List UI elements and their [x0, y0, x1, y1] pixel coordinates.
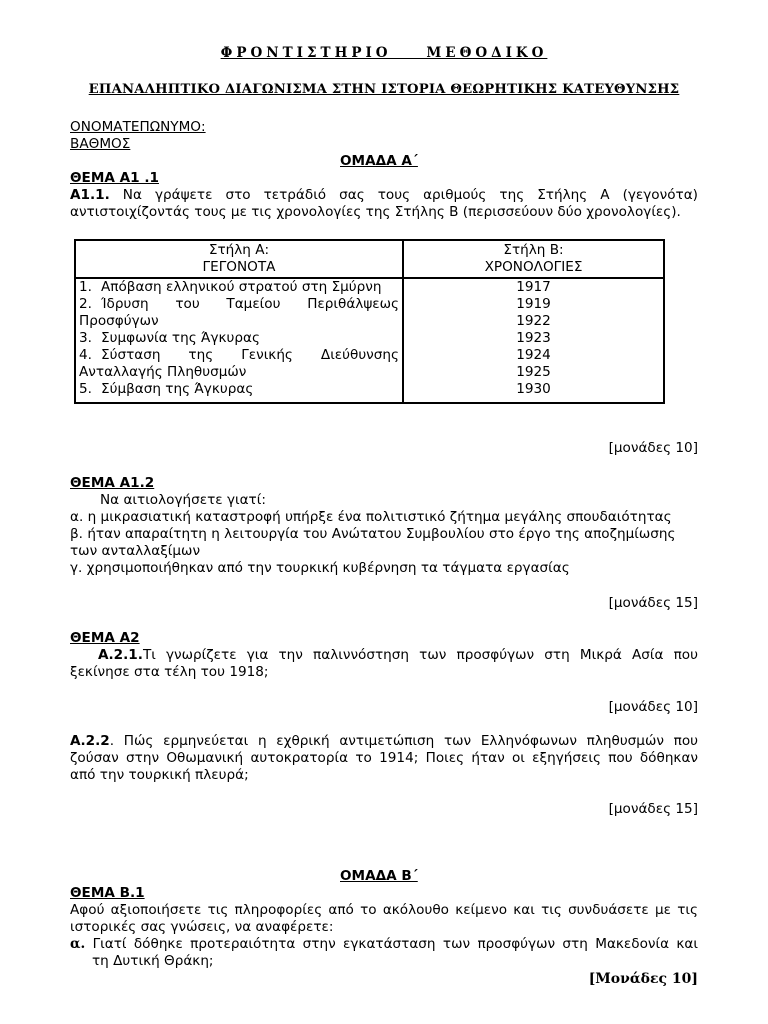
grade-label: ΒΑΘΜΟΣ: [70, 136, 131, 152]
year-item: 1923: [516, 330, 551, 346]
a12-item-b-line2: των ανταλλαξίμων: [70, 543, 201, 559]
a11-label: Α1.1.: [70, 187, 110, 203]
a22-text-line1: . Πώς ερμηνεύεται η εχθρική αντιμετώπιση των Ελληνόφωνων πληθυσμών που: [109, 733, 698, 749]
a12-item-b-line1: β. ήταν απαραίτητη η λειτουργία του Ανώτατου Συμβουλίου στο έργο της αποζημίωσης: [70, 526, 676, 542]
a22-label: Α.2.2: [70, 733, 110, 749]
a21-question-line2: ξεκίνησε στα τέλη του 1918;: [70, 664, 269, 680]
b1-points: [Μονάδες 10]: [588, 971, 698, 987]
b1-item-a-line2: τη Δυτική Θράκη;: [92, 953, 214, 969]
matching-table: [74, 239, 665, 404]
column-a-subtitle: ΓΕΓΟΝΟΤΑ: [202, 259, 276, 275]
a21-question-line1: [70, 647, 698, 664]
column-a-header: [75, 240, 403, 278]
event-item: 2. Ίδρυση του Ταμείου Περιθάλψεως Προσφύγων: [79, 296, 399, 329]
column-b-subtitle: ΧΡΟΝΟΛΟΓΙΕΣ: [484, 259, 583, 275]
section-a12-heading: ΘΕΜΑ Α1.2: [70, 475, 155, 491]
section-a2-heading: ΘΕΜΑ Α2: [70, 630, 140, 646]
group-b-title: ΟΜΑΔΑ Β΄: [340, 868, 418, 884]
b1-item-a-text-line1: Γιατί δόθηκε προτεραιότητα στην εγκατάσταση των προσφύγων στη Μακεδονία και: [85, 936, 698, 952]
exam-title: ΕΠΑΝΑΛΗΠΤΙΚΟ ΔΙΑΓΩΝΙΣΜΑ ΣΤΗΝ ΙΣΤΟΡΙΑ ΘΕΩΡΗΤΙΚΗΣ ΚΑΤΕΥΘΥΝΣΗΣ: [88, 82, 680, 97]
years-cell: [403, 278, 664, 403]
a11-question-line1: [70, 187, 698, 204]
event-item: 1. Απόβαση ελληνικού στρατού στη Σμύρνη: [79, 279, 382, 295]
table-header-row: [75, 240, 664, 278]
a12-points: [μονάδες 15]: [608, 595, 698, 611]
a12-item-c: γ. χρησιμοποιήθηκαν από την τουρκική κυβέρνηση τα τάγματα εργασίας: [70, 560, 570, 576]
group-a-title: ΟΜΑΔΑ Α΄: [340, 153, 418, 169]
year-item: 1922: [516, 313, 551, 329]
school-name: ΦΡΟΝΤΙΣΤΗΡΙΟ ΜΕΘΟΔΙΚΟ: [220, 45, 548, 61]
year-item: 1917: [516, 279, 551, 295]
a11-text-line1: Να γράψετε στο τετράδιό σας τους αριθμούς της Στήλης Α (γεγονότα): [109, 187, 698, 203]
year-item: 1919: [516, 296, 551, 312]
section-b1-heading: ΘΕΜΑ Β.1: [70, 885, 145, 901]
a21-points: [μονάδες 10]: [608, 699, 698, 715]
a21-text-line1: Τι γνωρίζετε για την παλιννόστηση των προσφύγων στη Μικρά Ασία που: [142, 647, 698, 663]
a12-item-a: α. η μικρασιατική καταστροφή υπήρξε ένα πολιτιστικό ζήτημα μεγάλης σπουδαιότητας: [70, 509, 672, 525]
year-item: 1930: [516, 381, 551, 397]
a22-question-line3: από την τουρκική πλευρά;: [70, 767, 249, 783]
a12-intro: Να αιτιολογήσετε γιατί:: [100, 492, 266, 508]
a11-points: [μονάδες 10]: [608, 440, 698, 456]
event-item: 4. Σύσταση της Γενικής Διεύθυνσης Ανταλλαγής Πληθυσμών: [79, 347, 399, 380]
b1-intro-line2: ιστορικές σας γνώσεις, να αναφέρετε:: [70, 919, 334, 935]
name-label: ΟΝΟΜΑΤΕΠΩΝΥΜΟ:: [70, 119, 206, 135]
column-b-header: [403, 240, 664, 278]
table-body-row: [75, 278, 664, 403]
column-b-title: Στήλη Β:: [503, 242, 564, 258]
column-a-title: Στήλη Α:: [208, 242, 270, 258]
a22-points: [μονάδες 15]: [608, 801, 698, 817]
section-a1-heading: ΘΕΜΑ Α1 .1: [70, 170, 159, 186]
year-item: 1925: [516, 364, 551, 380]
b1-item-a-label: α.: [70, 936, 86, 952]
a21-label: Α.2.1.: [98, 647, 143, 663]
event-item: 5. Σύμβαση της Άγκυρας: [79, 381, 254, 397]
year-item: 1924: [516, 347, 551, 363]
events-cell: [75, 278, 403, 403]
a22-question-line1: [70, 733, 698, 750]
b1-intro-line1: Αφού αξιοποιήσετε τις πληροφορίες από το ακόλουθο κείμενο και τις συνδυάσετε με τις: [70, 902, 698, 918]
a22-question-line2: ζούσαν στην Οθωμανική αυτοκρατορία το 1914; Ποιες ήταν οι εξηγήσεις που δόθηκαν: [70, 750, 698, 766]
a11-question-line2: αντιστοιχίζοντάς τους με τις χρονολογίες της Στήλης Β (περισσεύουν δύο χρονολογίες).: [70, 204, 681, 220]
b1-item-a-line1: [70, 936, 698, 953]
event-item: 3. Συμφωνία της Άγκυρας: [79, 330, 260, 346]
